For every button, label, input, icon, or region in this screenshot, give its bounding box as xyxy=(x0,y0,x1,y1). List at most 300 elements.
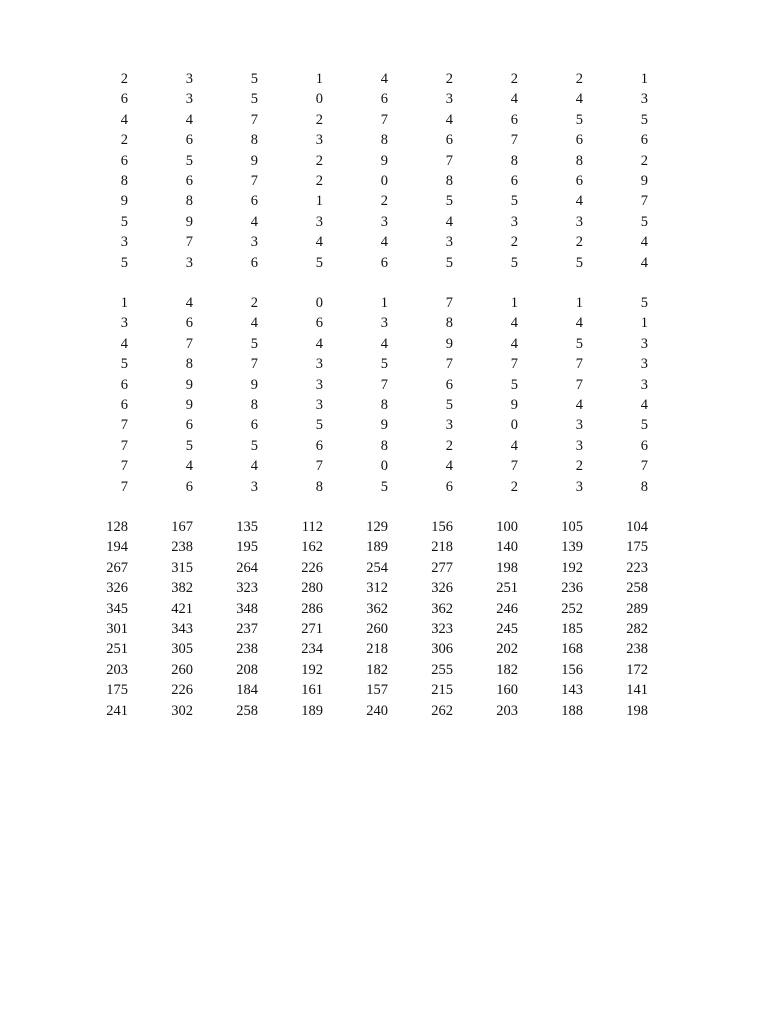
table-cell: 6 xyxy=(445,376,453,393)
table-cell: 5 xyxy=(445,397,453,414)
table-cell: 3 xyxy=(640,335,648,352)
table-cell: 3 xyxy=(640,356,648,373)
table-cell: 182 xyxy=(366,661,388,678)
table-cell: 3 xyxy=(380,213,388,230)
table-row xyxy=(63,232,648,252)
table-cell: 202 xyxy=(496,641,518,658)
table-row xyxy=(63,313,648,333)
table-row xyxy=(63,558,648,578)
table-cell: 6 xyxy=(380,91,388,108)
table-row xyxy=(63,354,648,374)
table-cell: 198 xyxy=(626,702,648,719)
table-cell: 0 xyxy=(315,91,323,108)
table-cell: 4 xyxy=(445,111,453,128)
table-cell: 172 xyxy=(626,661,648,678)
table-row xyxy=(63,639,648,659)
table-cell: 7 xyxy=(640,193,648,210)
table-cell: 189 xyxy=(366,539,388,556)
table-cell: 6 xyxy=(185,315,193,332)
table-cell: 362 xyxy=(431,600,453,617)
table-cell: 236 xyxy=(561,580,583,597)
table-cell: 5 xyxy=(380,478,388,495)
table-cell: 4 xyxy=(640,397,648,414)
table-cell: 175 xyxy=(106,682,128,699)
table-cell: 5 xyxy=(510,193,518,210)
table-cell: 2 xyxy=(120,71,128,87)
table-cell: 4 xyxy=(640,234,648,251)
table-cell: 4 xyxy=(250,458,258,475)
table-cell: 260 xyxy=(366,621,388,638)
table-cell: 5 xyxy=(510,376,518,393)
table-cell: 195 xyxy=(236,539,258,556)
table-cell: 362 xyxy=(366,600,388,617)
table-cell: 240 xyxy=(366,702,388,719)
table-cell: 141 xyxy=(626,682,648,699)
table-cell: 5 xyxy=(640,213,648,230)
table-cell: 237 xyxy=(236,621,258,638)
table-cell: 255 xyxy=(431,661,453,678)
table-cell: 323 xyxy=(236,580,258,597)
table-cell: 7 xyxy=(315,458,323,475)
table-cell: 7 xyxy=(380,111,388,128)
table-cell: 3 xyxy=(445,234,453,251)
table-cell: 5 xyxy=(445,254,453,271)
table-cell: 9 xyxy=(185,397,193,414)
table-cell: 7 xyxy=(120,458,128,475)
table-cell: 188 xyxy=(561,702,583,719)
table-cell: 0 xyxy=(380,173,388,190)
table-cell: 2 xyxy=(445,71,453,87)
table-cell: 234 xyxy=(301,641,323,658)
table-cell: 143 xyxy=(561,682,583,699)
table-cell: 4 xyxy=(315,234,323,251)
table-cell: 4 xyxy=(510,315,518,332)
table-cell: 7 xyxy=(510,356,518,373)
table-cell: 3 xyxy=(185,254,193,271)
table-cell: 4 xyxy=(315,335,323,352)
table-cell: 7 xyxy=(250,111,258,128)
table-cell: 6 xyxy=(250,193,258,210)
table-cell: 223 xyxy=(626,559,648,576)
table-cell: 3 xyxy=(185,91,193,108)
table-cell: 3 xyxy=(575,478,583,495)
table-cell: 6 xyxy=(640,132,648,149)
table-cell: 6 xyxy=(575,132,583,149)
table-cell: 9 xyxy=(380,417,388,434)
table-cell: 168 xyxy=(561,641,583,658)
table-cell: 5 xyxy=(640,295,648,311)
table-row xyxy=(63,599,648,619)
table-cell: 226 xyxy=(301,559,323,576)
table-cell: 6 xyxy=(185,417,193,434)
table-cell: 203 xyxy=(106,661,128,678)
table-cell: 218 xyxy=(366,641,388,658)
table-cell: 3 xyxy=(445,417,453,434)
table-cell: 326 xyxy=(106,580,128,597)
table-row xyxy=(63,89,648,109)
table-cell: 8 xyxy=(640,478,648,495)
table-cell: 8 xyxy=(380,397,388,414)
table-cell: 7 xyxy=(250,356,258,373)
table-cell: 5 xyxy=(250,71,258,87)
table-cell: 129 xyxy=(366,519,388,535)
table-cell: 4 xyxy=(380,234,388,251)
table-cell: 302 xyxy=(171,702,193,719)
table-row xyxy=(63,701,648,721)
table-cell: 3 xyxy=(250,234,258,251)
table-cell: 1 xyxy=(575,295,583,311)
table-cell: 4 xyxy=(380,335,388,352)
table-cell: 5 xyxy=(575,111,583,128)
table-cell: 4 xyxy=(185,295,193,311)
matrix-a-table xyxy=(63,69,648,273)
table-cell: 258 xyxy=(236,702,258,719)
table-cell: 194 xyxy=(106,539,128,556)
table-cell: 185 xyxy=(561,621,583,638)
matrix-b xyxy=(63,293,648,497)
table-cell: 160 xyxy=(496,682,518,699)
table-cell: 3 xyxy=(640,376,648,393)
table-cell: 167 xyxy=(171,519,193,535)
table-cell: 8 xyxy=(575,152,583,169)
table-cell: 6 xyxy=(185,132,193,149)
table-row xyxy=(63,517,648,537)
table-cell: 286 xyxy=(301,600,323,617)
table-cell: 218 xyxy=(431,539,453,556)
table-cell: 6 xyxy=(445,478,453,495)
table-cell: 135 xyxy=(236,519,258,535)
table-cell: 8 xyxy=(185,356,193,373)
table-cell: 3 xyxy=(575,417,583,434)
table-cell: 3 xyxy=(510,213,518,230)
table-cell: 251 xyxy=(106,641,128,658)
table-cell: 4 xyxy=(575,193,583,210)
table-cell: 156 xyxy=(431,519,453,535)
table-cell: 7 xyxy=(120,437,128,454)
table-cell: 7 xyxy=(445,295,453,311)
table-cell: 421 xyxy=(171,600,193,617)
table-cell: 382 xyxy=(171,580,193,597)
table-cell: 9 xyxy=(120,193,128,210)
table-cell: 2 xyxy=(510,234,518,251)
table-cell: 7 xyxy=(185,335,193,352)
table-cell: 264 xyxy=(236,559,258,576)
table-row xyxy=(63,130,648,150)
table-cell: 9 xyxy=(250,152,258,169)
table-cell: 8 xyxy=(380,437,388,454)
table-cell: 280 xyxy=(301,580,323,597)
table-cell: 9 xyxy=(445,335,453,352)
table-cell: 6 xyxy=(315,315,323,332)
table-cell: 5 xyxy=(640,111,648,128)
table-cell: 3 xyxy=(575,213,583,230)
table-cell: 6 xyxy=(120,152,128,169)
table-row xyxy=(63,415,648,435)
table-cell: 306 xyxy=(431,641,453,658)
table-cell: 4 xyxy=(575,397,583,414)
table-cell: 2 xyxy=(250,295,258,311)
table-cell: 6 xyxy=(120,376,128,393)
table-cell: 6 xyxy=(575,173,583,190)
table-row xyxy=(63,110,648,130)
table-cell: 2 xyxy=(575,458,583,475)
table-cell: 8 xyxy=(380,132,388,149)
table-cell: 5 xyxy=(575,335,583,352)
table-cell: 7 xyxy=(445,356,453,373)
table-row xyxy=(63,375,648,395)
table-row xyxy=(63,293,648,313)
table-cell: 3 xyxy=(380,315,388,332)
table-cell: 3 xyxy=(315,356,323,373)
table-cell: 4 xyxy=(250,315,258,332)
matrix-c-table xyxy=(63,517,648,721)
table-cell: 267 xyxy=(106,559,128,576)
table-cell: 282 xyxy=(626,621,648,638)
table-cell: 9 xyxy=(185,213,193,230)
table-cell: 301 xyxy=(106,621,128,638)
table-row xyxy=(63,660,648,680)
table-row xyxy=(63,477,648,497)
matrix-a xyxy=(63,69,648,273)
table-cell: 251 xyxy=(496,580,518,597)
table-cell: 208 xyxy=(236,661,258,678)
table-cell: 1 xyxy=(380,295,388,311)
table-cell: 4 xyxy=(120,335,128,352)
table-cell: 271 xyxy=(301,621,323,638)
table-cell: 2 xyxy=(315,152,323,169)
table-cell: 7 xyxy=(445,152,453,169)
table-cell: 104 xyxy=(626,519,648,535)
table-cell: 128 xyxy=(106,519,128,535)
table-cell: 4 xyxy=(185,458,193,475)
table-cell: 9 xyxy=(640,173,648,190)
table-cell: 5 xyxy=(120,356,128,373)
table-cell: 3 xyxy=(315,213,323,230)
table-cell: 258 xyxy=(626,580,648,597)
table-cell: 2 xyxy=(510,478,518,495)
table-cell: 315 xyxy=(171,559,193,576)
table-row xyxy=(63,334,648,354)
table-cell: 8 xyxy=(445,315,453,332)
table-cell: 7 xyxy=(380,376,388,393)
table-cell: 215 xyxy=(431,682,453,699)
table-cell: 5 xyxy=(510,254,518,271)
table-cell: 156 xyxy=(561,661,583,678)
table-cell: 238 xyxy=(626,641,648,658)
table-cell: 4 xyxy=(510,335,518,352)
table-cell: 7 xyxy=(510,132,518,149)
table-cell: 5 xyxy=(445,193,453,210)
table-cell: 8 xyxy=(250,397,258,414)
table-cell: 6 xyxy=(510,111,518,128)
table-cell: 6 xyxy=(640,437,648,454)
table-row xyxy=(63,537,648,557)
matrix-c xyxy=(63,517,648,721)
table-cell: 345 xyxy=(106,600,128,617)
table-cell: 238 xyxy=(171,539,193,556)
table-cell: 8 xyxy=(250,132,258,149)
table-cell: 241 xyxy=(106,702,128,719)
table-cell: 1 xyxy=(640,71,648,87)
table-cell: 3 xyxy=(640,91,648,108)
table-cell: 6 xyxy=(185,478,193,495)
table-cell: 7 xyxy=(120,417,128,434)
table-cell: 5 xyxy=(315,254,323,271)
table-cell: 2 xyxy=(120,132,128,149)
table-cell: 8 xyxy=(315,478,323,495)
table-cell: 343 xyxy=(171,621,193,638)
table-cell: 6 xyxy=(185,173,193,190)
table-cell: 7 xyxy=(575,376,583,393)
table-cell: 6 xyxy=(250,254,258,271)
table-cell: 3 xyxy=(445,91,453,108)
table-cell: 157 xyxy=(366,682,388,699)
table-cell: 184 xyxy=(236,682,258,699)
table-cell: 175 xyxy=(626,539,648,556)
table-cell: 9 xyxy=(510,397,518,414)
table-cell: 100 xyxy=(496,519,518,535)
table-cell: 6 xyxy=(315,437,323,454)
table-cell: 0 xyxy=(380,458,388,475)
table-cell: 3 xyxy=(315,376,323,393)
table-cell: 4 xyxy=(185,111,193,128)
table-cell: 105 xyxy=(561,519,583,535)
table-cell: 192 xyxy=(301,661,323,678)
table-cell: 323 xyxy=(431,621,453,638)
table-cell: 203 xyxy=(496,702,518,719)
table-row xyxy=(63,680,648,700)
table-cell: 6 xyxy=(120,397,128,414)
table-cell: 5 xyxy=(250,91,258,108)
table-cell: 161 xyxy=(301,682,323,699)
table-cell: 7 xyxy=(640,458,648,475)
table-cell: 7 xyxy=(510,458,518,475)
table-cell: 182 xyxy=(496,661,518,678)
table-cell: 4 xyxy=(380,71,388,87)
table-cell: 2 xyxy=(315,111,323,128)
table-cell: 6 xyxy=(510,173,518,190)
table-cell: 3 xyxy=(575,437,583,454)
table-row xyxy=(63,253,648,273)
table-cell: 5 xyxy=(250,335,258,352)
table-cell: 5 xyxy=(250,437,258,454)
table-cell: 3 xyxy=(315,397,323,414)
table-cell: 2 xyxy=(640,152,648,169)
table-cell: 3 xyxy=(315,132,323,149)
table-cell: 9 xyxy=(185,376,193,393)
table-cell: 1 xyxy=(315,193,323,210)
table-cell: 4 xyxy=(445,458,453,475)
table-cell: 6 xyxy=(120,91,128,108)
table-cell: 0 xyxy=(315,295,323,311)
table-cell: 8 xyxy=(510,152,518,169)
table-cell: 4 xyxy=(120,111,128,128)
table-cell: 238 xyxy=(236,641,258,658)
table-cell: 2 xyxy=(575,71,583,87)
table-cell: 9 xyxy=(380,152,388,169)
table-row xyxy=(63,436,648,456)
table-cell: 139 xyxy=(561,539,583,556)
table-cell: 2 xyxy=(380,193,388,210)
table-cell: 4 xyxy=(575,315,583,332)
matrix-b-table xyxy=(63,293,648,497)
table-cell: 0 xyxy=(510,417,518,434)
table-cell: 7 xyxy=(185,234,193,251)
table-row xyxy=(63,69,648,89)
table-cell: 8 xyxy=(120,173,128,190)
table-cell: 5 xyxy=(315,417,323,434)
table-cell: 8 xyxy=(445,173,453,190)
table-cell: 6 xyxy=(250,417,258,434)
table-cell: 5 xyxy=(185,152,193,169)
table-cell: 4 xyxy=(510,437,518,454)
table-cell: 1 xyxy=(120,295,128,311)
table-cell: 226 xyxy=(171,682,193,699)
table-cell: 1 xyxy=(315,71,323,87)
table-cell: 3 xyxy=(250,478,258,495)
table-cell: 312 xyxy=(366,580,388,597)
table-cell: 2 xyxy=(510,71,518,87)
table-row xyxy=(63,191,648,211)
table-cell: 326 xyxy=(431,580,453,597)
table-cell: 1 xyxy=(640,315,648,332)
table-cell: 4 xyxy=(445,213,453,230)
table-cell: 252 xyxy=(561,600,583,617)
table-cell: 2 xyxy=(575,234,583,251)
table-row xyxy=(63,456,648,476)
table-cell: 289 xyxy=(626,600,648,617)
table-row xyxy=(63,171,648,191)
table-cell: 246 xyxy=(496,600,518,617)
table-row xyxy=(63,395,648,415)
table-cell: 4 xyxy=(250,213,258,230)
table-cell: 192 xyxy=(561,559,583,576)
table-cell: 6 xyxy=(380,254,388,271)
table-cell: 2 xyxy=(315,173,323,190)
table-cell: 348 xyxy=(236,600,258,617)
table-cell: 2 xyxy=(445,437,453,454)
table-cell: 305 xyxy=(171,641,193,658)
table-cell: 5 xyxy=(120,254,128,271)
table-cell: 140 xyxy=(496,539,518,556)
table-cell: 7 xyxy=(250,173,258,190)
table-cell: 7 xyxy=(575,356,583,373)
table-cell: 189 xyxy=(301,702,323,719)
table-cell: 3 xyxy=(120,315,128,332)
table-cell: 5 xyxy=(120,213,128,230)
table-row xyxy=(63,212,648,232)
table-cell: 4 xyxy=(510,91,518,108)
table-row xyxy=(63,578,648,598)
table-cell: 5 xyxy=(640,417,648,434)
table-cell: 262 xyxy=(431,702,453,719)
table-cell: 5 xyxy=(575,254,583,271)
table-cell: 3 xyxy=(185,71,193,87)
table-cell: 6 xyxy=(445,132,453,149)
table-cell: 254 xyxy=(366,559,388,576)
table-cell: 260 xyxy=(171,661,193,678)
table-cell: 112 xyxy=(301,519,323,535)
table-cell: 277 xyxy=(431,559,453,576)
table-cell: 8 xyxy=(185,193,193,210)
table-cell: 245 xyxy=(496,621,518,638)
table-cell: 9 xyxy=(250,376,258,393)
table-row xyxy=(63,151,648,171)
table-cell: 7 xyxy=(120,478,128,495)
table-cell: 5 xyxy=(185,437,193,454)
table-cell: 1 xyxy=(510,295,518,311)
table-cell: 162 xyxy=(301,539,323,556)
